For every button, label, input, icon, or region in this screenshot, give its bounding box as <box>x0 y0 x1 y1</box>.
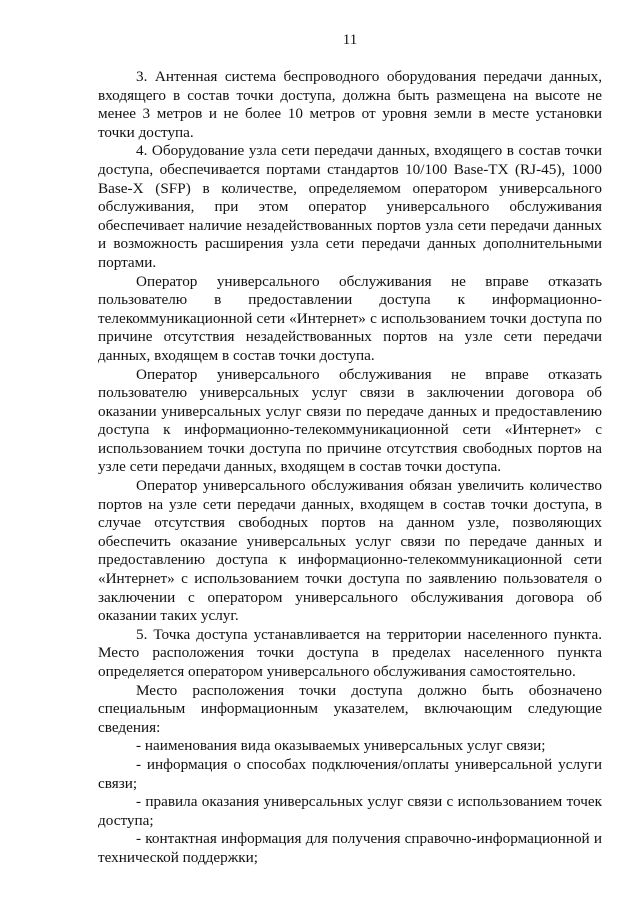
document-page <box>98 30 602 868</box>
page-number: 11 <box>342 32 358 48</box>
list-item: - контактная информация для получения справочно-информационной и технической поддержки; <box>98 830 602 866</box>
list-item: - правила оказания универсальных услуг связи с использованием точек доступа; <box>98 793 602 829</box>
list-item: - наименования вида оказываемых универсальных услуг связи; <box>136 737 546 755</box>
list-item: - информация о способах подключения/оплаты универсальной услуги связи; <box>98 755 602 792</box>
paragraph-access-point-location: 5. Точка доступа устанавливается на территории населенного пункта. Место расположения точки доступа в пределах населенного пункта определяется оператором универсального обслуживания самостоятельно. <box>98 625 602 680</box>
paragraph-no-refusal-contract: Оператор универсального обслуживания не вправе отказать пользователю универсальных услуг связи в заключении договора об оказании универсальных услуг связи по передаче данных и предоставлению доступа к информационно-телекоммуникационной сети «Интернет» с использованием точки доступа по причине отсутствия свободных портов на узле сети передачи данных, входящем в состав точки доступа. <box>98 365 602 476</box>
paragraph-increase-ports: Оператор универсального обслуживания обязан увеличить количество портов на узле сети передачи данных, входящем в состав точки доступа, в случае отсутствия свободных портов на данном узле, позволяющих обеспечить оказание универсальных услуг связи по передаче данных и предоставлению доступа к информационно-телекоммуникационной сети «Интернет» с использованием точки доступа по заявлению пользователя о заключении с оператором универсального обслуживания договора об оказании таких услуг. <box>98 477 602 625</box>
paragraph-information-sign: Место расположения точки доступа должно быть обозначено специальным информационным указателем, включающим следующие сведения: <box>98 681 602 736</box>
paragraph-no-refusal-access: Оператор универсального обслуживания не вправе отказать пользователю в предоставлении доступа к информационно-телекоммуникационной сети «Интернет» с использованием точки доступа по причине отсутствия незадействованных портов на узле сети передачи данных, входящем в состав точки доступа. <box>98 272 602 364</box>
paragraph-antenna-system: 3. Антенная система беспроводного оборудования передачи данных, входящего в состав точки доступа, должна быть размещена на высоте не менее 3 метров и не более 10 метров от уровня земли в месте установки точки доступа. <box>98 68 602 141</box>
paragraph-network-node-equipment: 4. Оборудование узла сети передачи данных, входящего в состав точки доступа, обеспечивается портами стандартов 10/100 Base-TX (RJ-45), 1000 Base-X (SFP) в количестве, определяемом оператором универсального обслуживания, при этом оператор универсального обслуживания обеспечивает наличие незадействованных портов узла сети передачи данных и возможность расширения узла сети передачи данных дополнительными портами. <box>98 142 602 271</box>
